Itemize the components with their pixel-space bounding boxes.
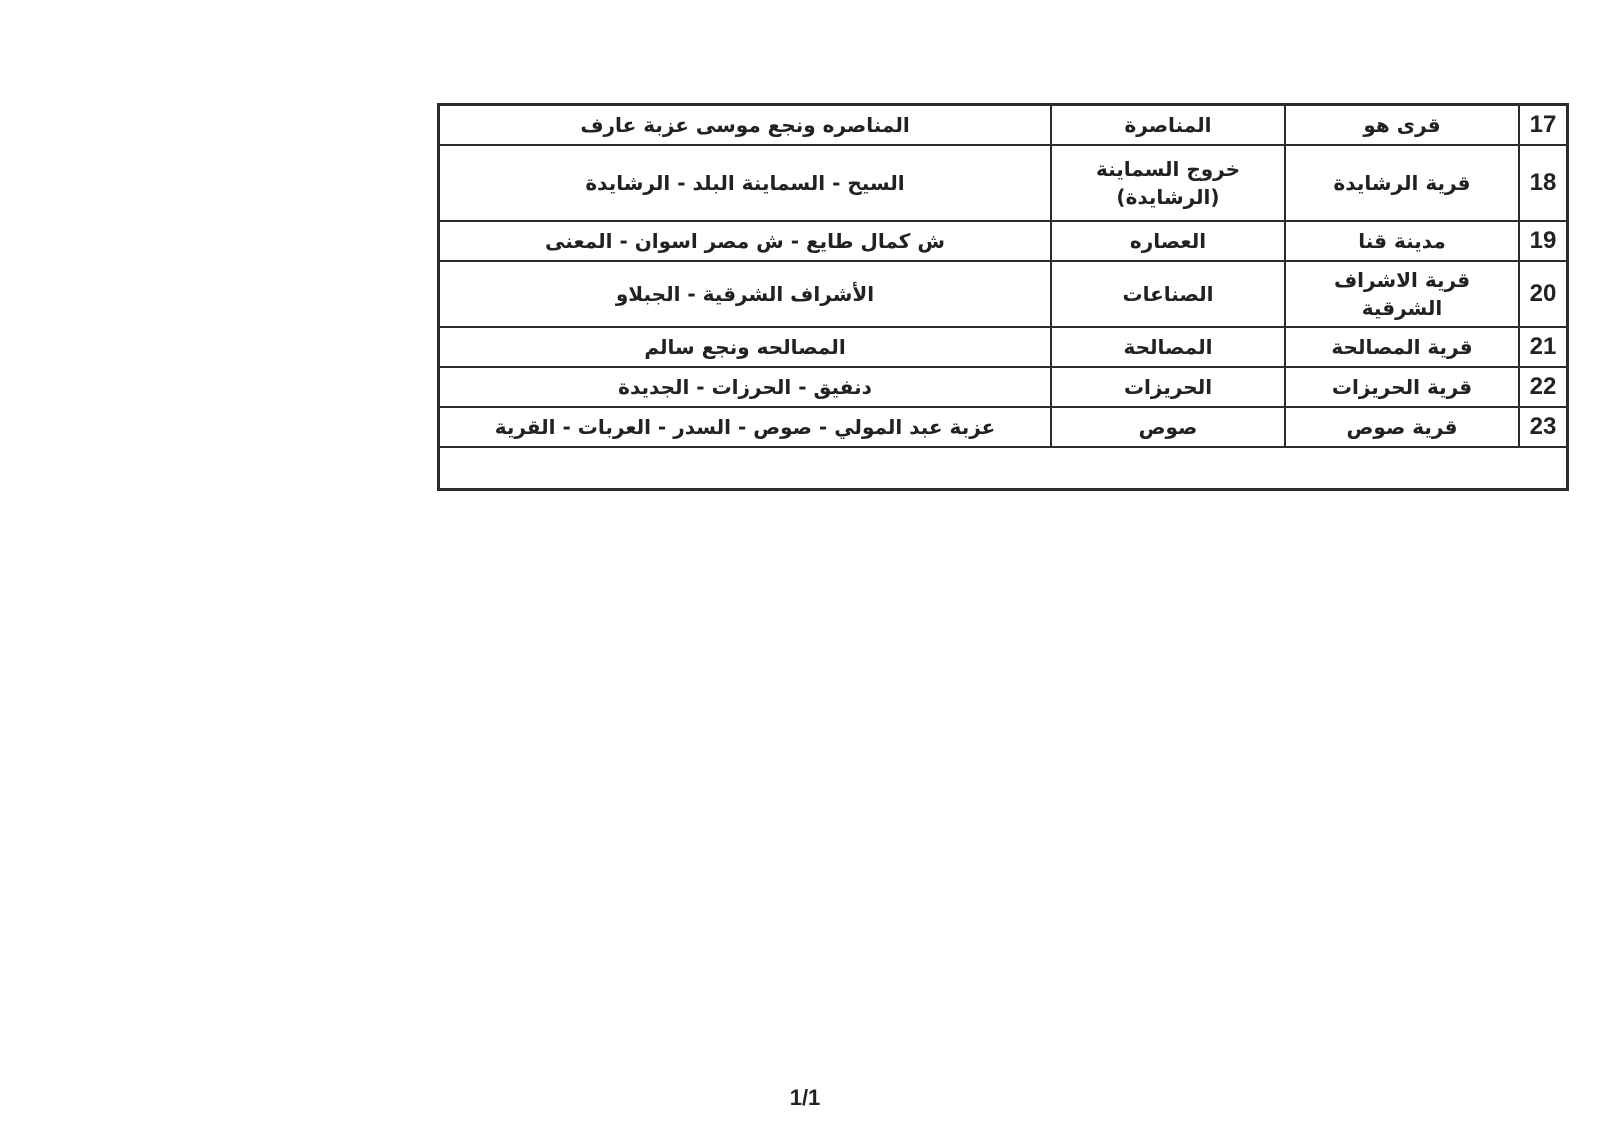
areas-cell: الأشراف الشرقية - الجبلاو — [439, 261, 1052, 327]
village-cell: مدينة قنا — [1285, 221, 1519, 261]
station-line-1: خروج السماينة — [1095, 157, 1241, 181]
station-line-2: (الرشايدة) — [1116, 185, 1220, 209]
station-cell: المناصرة — [1051, 105, 1285, 146]
row-number: 21 — [1519, 327, 1568, 367]
village-cell: قرية الرشايدة — [1285, 145, 1519, 221]
table-row — [439, 327, 1568, 367]
station-cell: الصناعات — [1051, 261, 1285, 327]
village-cell: قرية الاشراف الشرقية — [1285, 261, 1519, 327]
areas-cell: ش كمال طايع - ش مصر اسوان - المعنى — [439, 221, 1052, 261]
areas-cell: المصالحه ونجع سالم — [439, 327, 1052, 367]
table-row — [439, 145, 1568, 221]
station-cell: الحريزات — [1051, 367, 1285, 407]
table-row — [439, 407, 1568, 447]
village-cell: قرية صوص — [1285, 407, 1519, 447]
page-number: 1/1 — [789, 1085, 821, 1110]
empty-cell — [439, 447, 1568, 490]
row-number: 19 — [1519, 221, 1568, 261]
village-cell: قرية المصالحة — [1285, 327, 1519, 367]
row-number: 20 — [1519, 261, 1568, 327]
table-row — [439, 367, 1568, 407]
village-cell: قرى هو — [1285, 105, 1519, 146]
station-cell: العصاره — [1051, 221, 1285, 261]
table-row — [439, 261, 1568, 327]
table-row — [439, 221, 1568, 261]
empty-row — [439, 447, 1568, 490]
station-cell: صوص — [1051, 407, 1285, 447]
areas-cell: دنفيق - الحرزات - الجديدة — [439, 367, 1052, 407]
village-cell: قرية الحريزات — [1285, 367, 1519, 407]
table-row — [439, 105, 1568, 146]
row-number: 22 — [1519, 367, 1568, 407]
areas-cell: المناصره ونجع موسى عزبة عارف — [439, 105, 1052, 146]
station-cell: المصالحة — [1051, 327, 1285, 367]
villages-table — [437, 103, 1569, 491]
station-cell — [1051, 145, 1285, 221]
areas-cell: عزبة عبد المولي - صوص - السدر - العربات - القرية — [439, 407, 1052, 447]
row-number: 17 — [1519, 105, 1568, 146]
row-number: 18 — [1519, 145, 1568, 221]
areas-cell: السيح - السماينة البلد - الرشايدة — [439, 145, 1052, 221]
row-number: 23 — [1519, 407, 1568, 447]
